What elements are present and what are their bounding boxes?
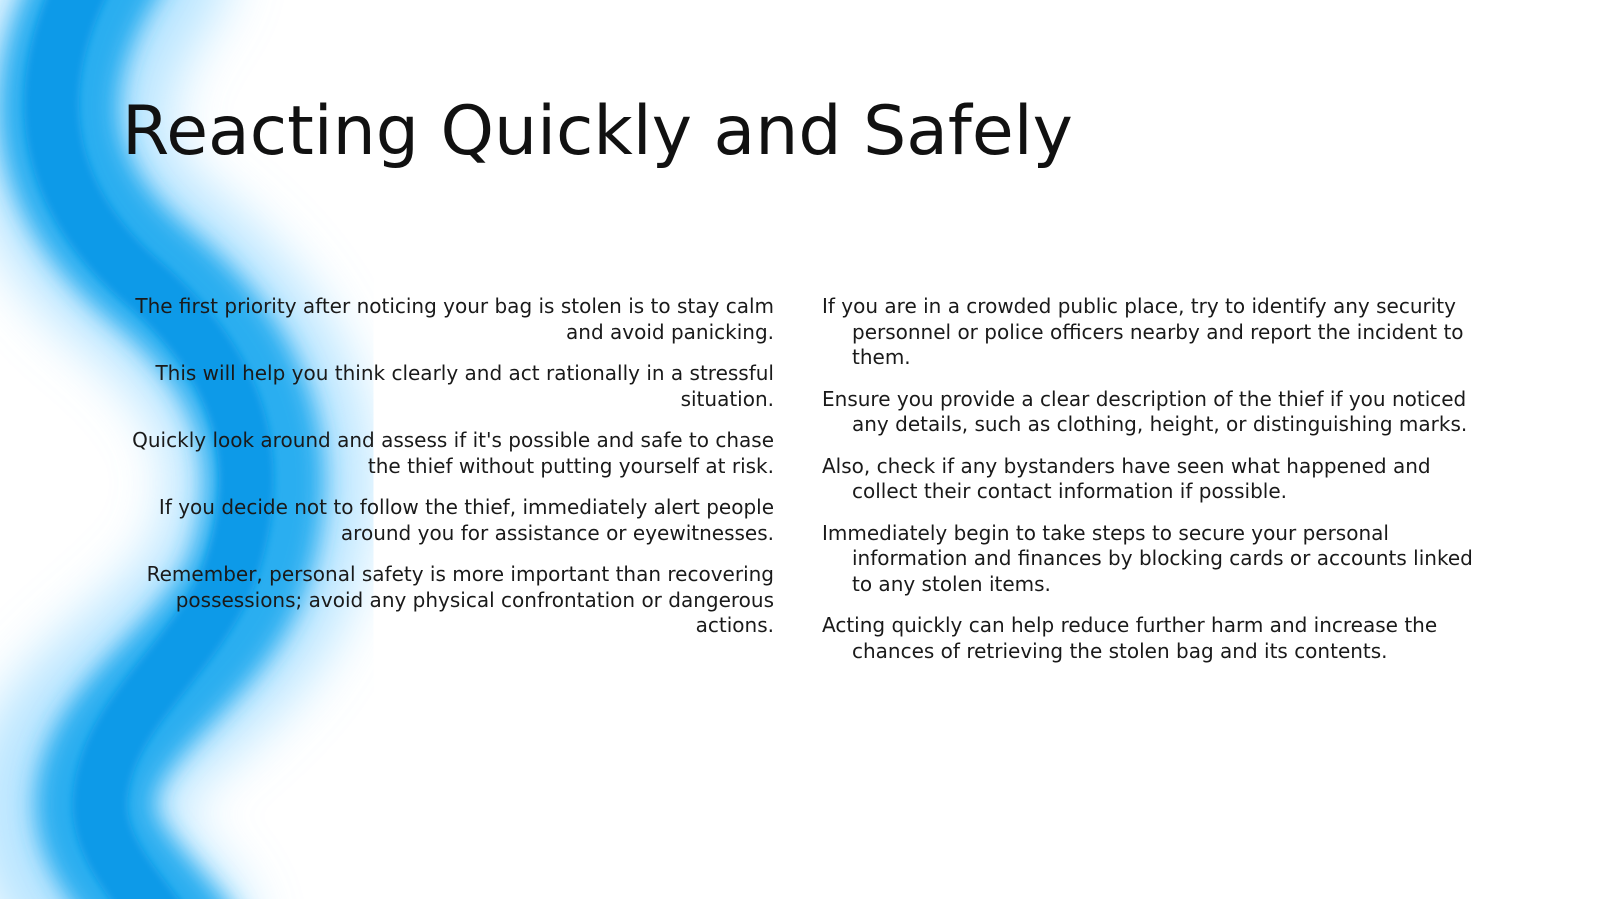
right-paragraph-3: Also, check if any bystanders have seen what happened and collect their contact information if possible. [822,453,1431,503]
left-paragraph-2: This will help you think clearly and act rationally in a stressful situation. [155,361,774,411]
right-paragraph-4: Immediately begin to take steps to secure your personal information and finances by blocking cards or accounts linked to any stolen items. [822,520,1473,596]
right-paragraph-5: Acting quickly can help reduce further harm and increase the chances of retrieving the stolen bag and its contents. [822,613,1438,663]
left-paragraph-3: Quickly look around and assess if it's possible and safe to chase the thief without putting yourself at risk. [132,428,774,478]
left-text-column [130,294,774,655]
slide-title: Reacting Quickly and Safely [122,92,1073,171]
left-paragraph-1: The first priority after noticing your bag is stolen is to stay calm and avoid panicking. [135,294,774,344]
right-text-column [822,294,1482,680]
left-paragraph-4: If you decide not to follow the thief, immediately alert people around you for assistance or eyewitnesses. [158,495,774,545]
left-paragraph-5: Remember, personal safety is more important than recovering possessions; avoid any physical confrontation or dangerous actions. [146,562,774,637]
right-paragraph-1: If you are in a crowded public place, try to identify any security personnel or police officers nearby and report the incident to them. [822,294,1464,369]
right-paragraph-2: Ensure you provide a clear description of the thief if you noticed any details, such as clothing, height, or distinguishing marks. [822,386,1468,436]
